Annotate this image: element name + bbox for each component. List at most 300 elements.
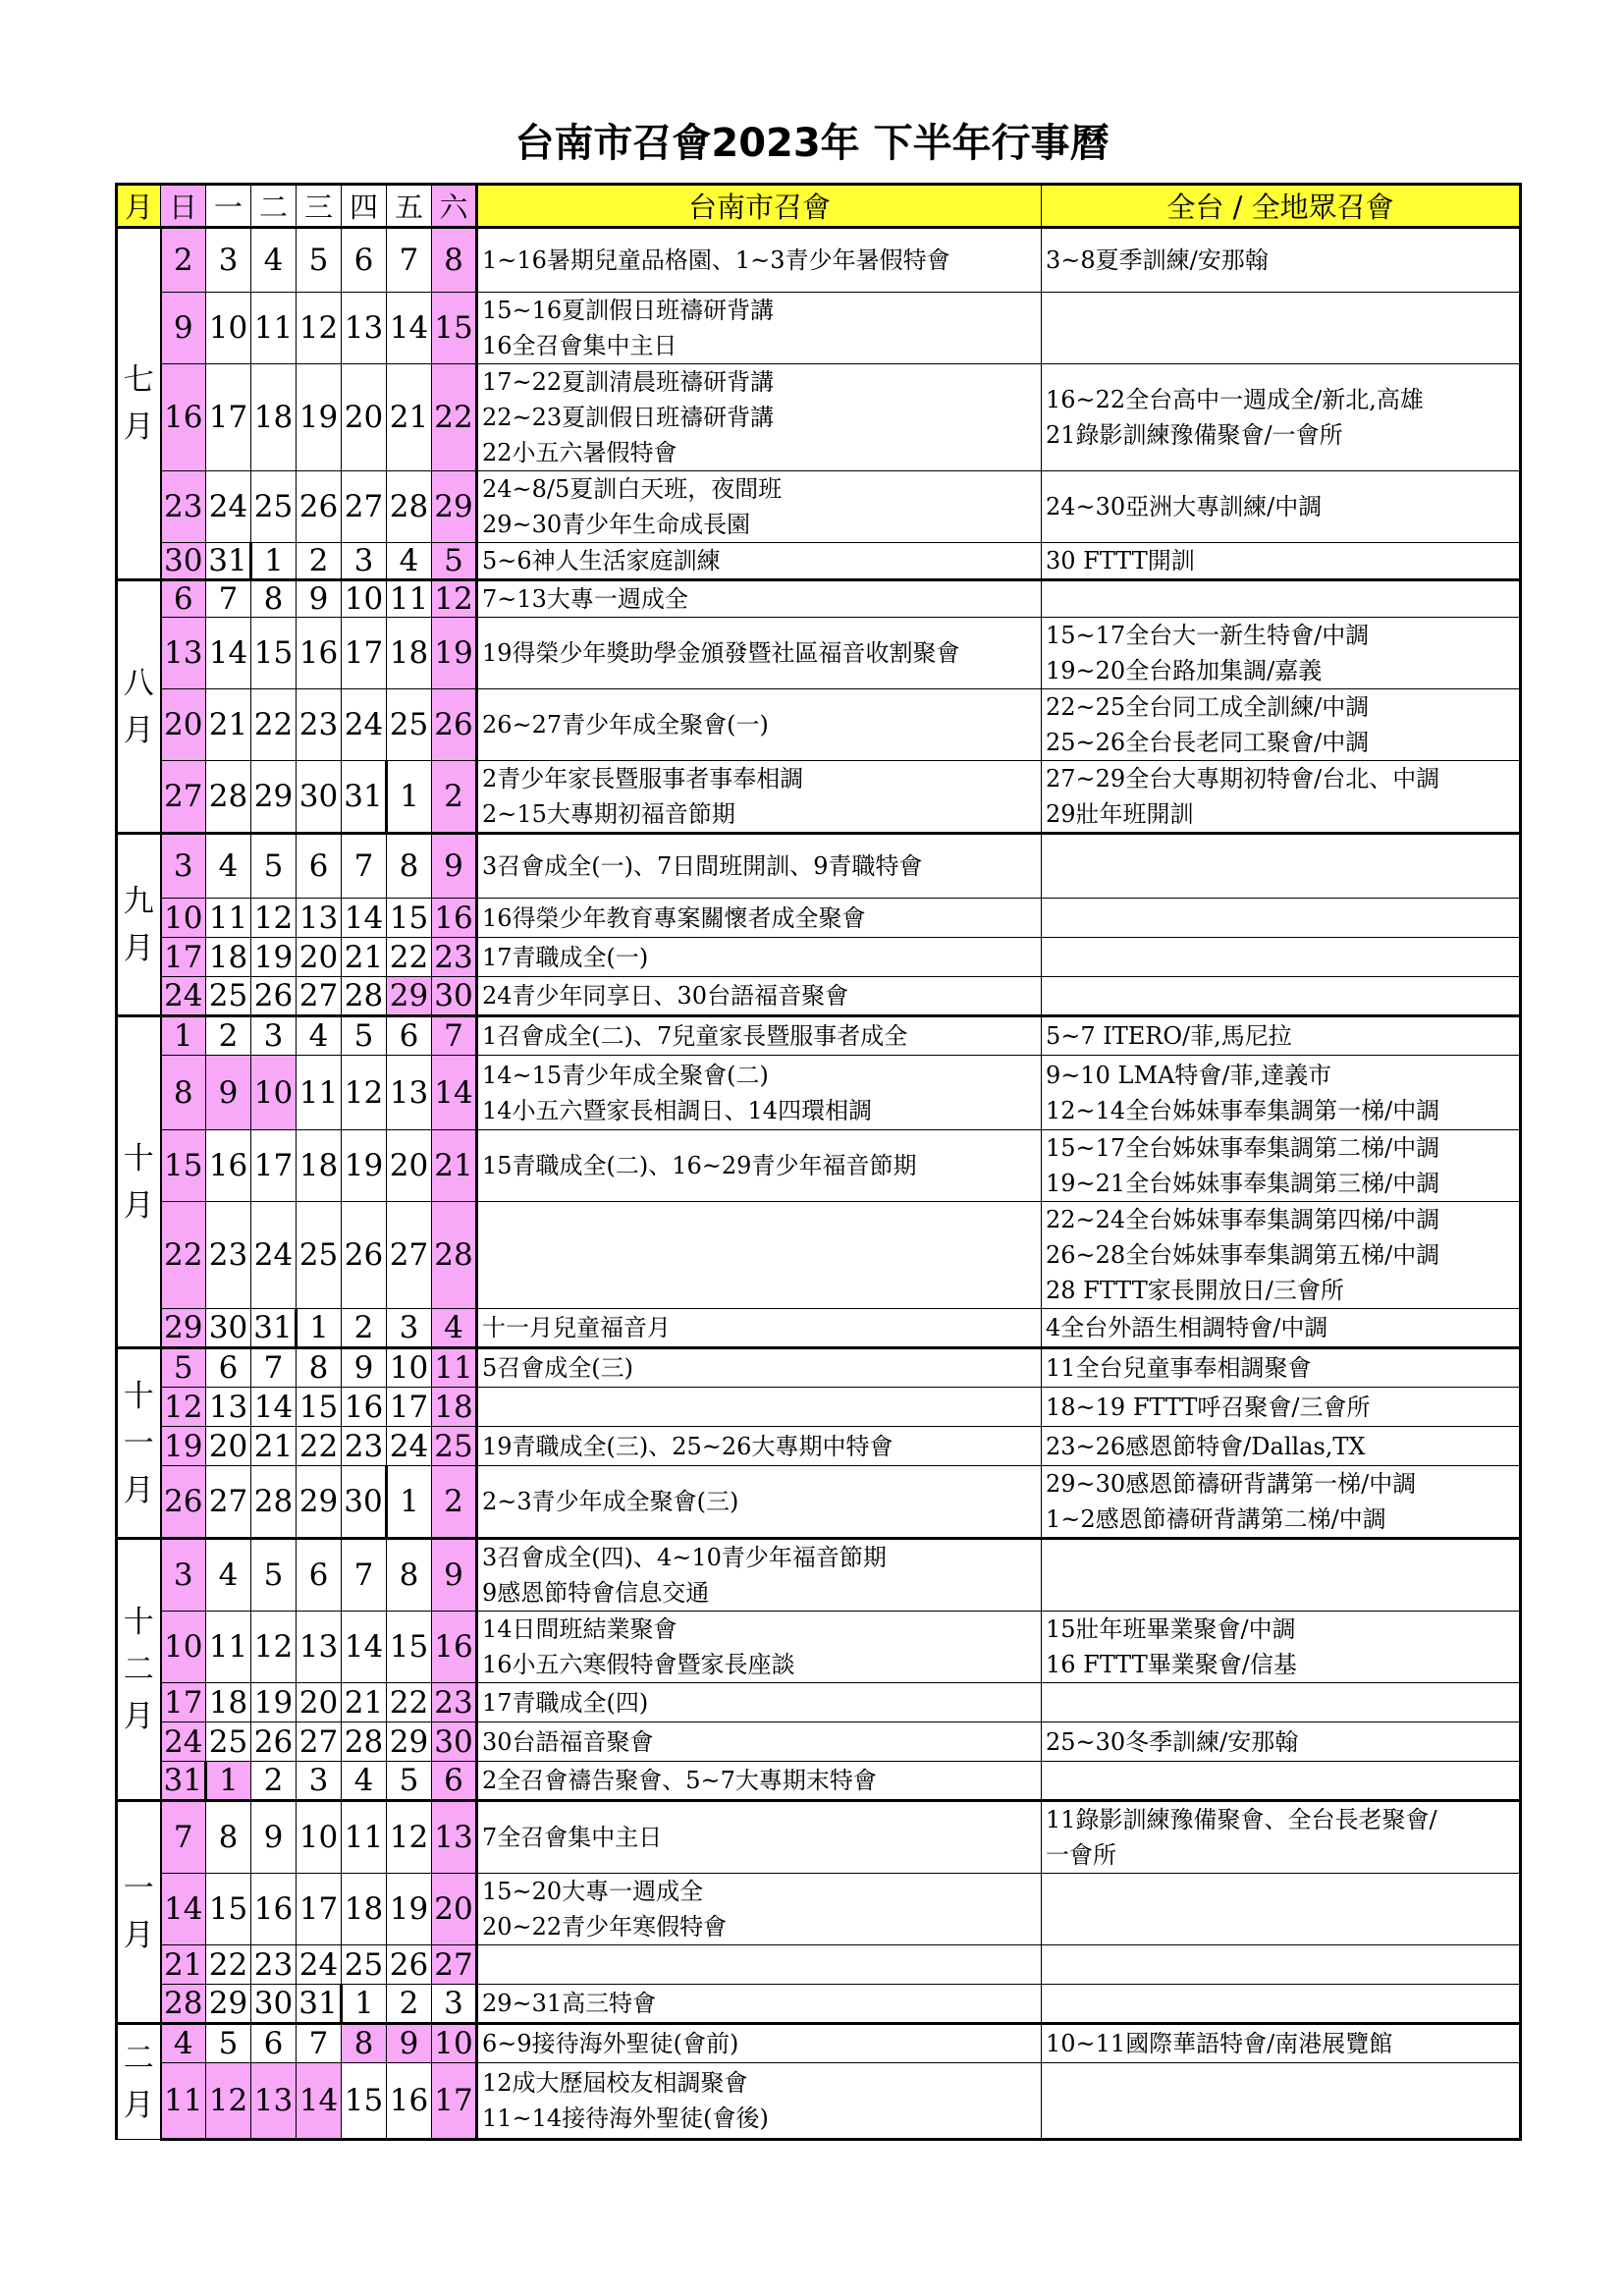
- event-line: 1~2感恩節禱研背講第二梯/中調: [1046, 1505, 1386, 1533]
- day-cell-sat: 18: [432, 1388, 477, 1427]
- national-events-cell: [1042, 543, 1521, 580]
- week-row: [117, 2024, 1521, 2063]
- calendar-body: [117, 228, 1521, 2140]
- day-cell-thu: 7: [342, 834, 387, 899]
- national-events-cell: [1042, 938, 1521, 977]
- day-cell-thu: 28: [342, 977, 387, 1016]
- header-month: 月: [117, 185, 161, 228]
- day-cell-fri: 11: [387, 580, 432, 618]
- national-events-cell: [1042, 2024, 1521, 2063]
- day-cell-fri: 28: [387, 471, 432, 543]
- day-cell-mon: 2: [206, 1016, 251, 1056]
- day-cell-wed: 23: [297, 689, 342, 761]
- day-cell-tue: 5: [251, 1539, 297, 1612]
- day-cell-wed: 6: [297, 1539, 342, 1612]
- day-cell-tue: 19: [251, 1683, 297, 1722]
- local-events-cell: [477, 543, 1042, 580]
- day-cell-fri: 19: [387, 1874, 432, 1945]
- event-line: 15~16夏訓假日班禱研背講: [482, 297, 775, 324]
- event-line: 2青少年家長暨服事者事奉相調: [482, 765, 804, 793]
- day-cell-fri: 3: [387, 1309, 432, 1348]
- event-line: 20~22青少年寒假特會: [482, 1913, 728, 1941]
- day-cell-thu: 2: [342, 1309, 387, 1348]
- local-events-cell: [477, 1466, 1042, 1539]
- day-cell-wed: 2: [297, 543, 342, 580]
- day-cell-mon: 5: [206, 2024, 251, 2063]
- day-cell-sun: 6: [161, 580, 206, 618]
- event-line: 15青職成全(二)、16~29青少年福音節期: [482, 1152, 917, 1179]
- day-cell-mon: 10: [206, 293, 251, 364]
- day-cell-sun: 23: [161, 471, 206, 543]
- day-cell-sun: 5: [161, 1348, 206, 1388]
- local-events-cell: [477, 2024, 1042, 2063]
- day-cell-sun: 1: [161, 1016, 206, 1056]
- day-cell-sat: 13: [432, 1801, 477, 1874]
- day-cell-thu: 11: [342, 1801, 387, 1874]
- day-cell-mon: 8: [206, 1801, 251, 1874]
- event-line: 29~31高三特會: [482, 1990, 657, 2017]
- event-line: 5~7 ITERO/菲,馬尼拉: [1046, 1022, 1292, 1050]
- day-cell-thu: 24: [342, 689, 387, 761]
- week-row: [117, 543, 1521, 580]
- day-cell-fri: 7: [387, 228, 432, 293]
- day-cell-wed: 27: [297, 1722, 342, 1762]
- day-cell-wed: 20: [297, 938, 342, 977]
- national-events-cell: [1042, 2063, 1521, 2140]
- day-cell-sun: 31: [161, 1762, 206, 1801]
- day-cell-tue: 15: [251, 618, 297, 689]
- day-cell-tue: 26: [251, 977, 297, 1016]
- day-cell-thu: 16: [342, 1388, 387, 1427]
- week-row: [117, 1309, 1521, 1348]
- event-line: 15壯年班畢業聚會/中調: [1046, 1615, 1296, 1643]
- day-cell-sat: 22: [432, 364, 477, 471]
- day-cell-fri: 10: [387, 1348, 432, 1388]
- day-cell-fri: 8: [387, 1539, 432, 1612]
- week-row: [117, 1612, 1521, 1683]
- day-cell-mon: 16: [206, 1130, 251, 1202]
- event-line: 2~15大專期初福音節期: [482, 800, 735, 828]
- local-events-cell: [477, 1801, 1042, 1874]
- week-row: [117, 580, 1521, 618]
- event-line: 16得榮少年教育專案關懷者成全聚會: [482, 903, 866, 932]
- day-cell-sun: 4: [161, 2024, 206, 2063]
- day-cell-wed: 13: [297, 899, 342, 938]
- day-cell-tue: 19: [251, 938, 297, 977]
- event-line: 24~8/5夏訓白天班，夜間班: [482, 475, 783, 503]
- day-cell-mon: 22: [206, 1945, 251, 1985]
- header-monday: 一: [206, 185, 251, 228]
- day-cell-fri: 27: [387, 1202, 432, 1309]
- header-local: 台南市召會: [477, 185, 1042, 228]
- day-cell-tue: 29: [251, 761, 297, 834]
- day-cell-mon: 23: [206, 1202, 251, 1309]
- national-events-cell: [1042, 761, 1521, 834]
- day-cell-tue: 3: [251, 1016, 297, 1056]
- day-cell-tue: 17: [251, 1130, 297, 1202]
- day-cell-wed: 20: [297, 1683, 342, 1722]
- local-events-cell: [477, 1683, 1042, 1722]
- day-cell-sat: 26: [432, 689, 477, 761]
- event-line: 5~6神人生活家庭訓練: [482, 547, 721, 574]
- day-cell-wed: 7: [297, 2024, 342, 2063]
- event-line: 十一月兒童福音月: [482, 1314, 671, 1341]
- national-events-cell: [1042, 899, 1521, 938]
- day-cell-thu: 10: [342, 580, 387, 618]
- week-row: [117, 834, 1521, 899]
- week-row: [117, 1427, 1521, 1466]
- day-cell-mon: 1: [206, 1762, 251, 1801]
- day-cell-sat: 2: [432, 1466, 477, 1539]
- national-events-cell: [1042, 1388, 1521, 1427]
- day-cell-tue: 18: [251, 364, 297, 471]
- day-cell-tue: 1: [251, 543, 297, 580]
- day-cell-thu: 21: [342, 938, 387, 977]
- day-cell-mon: 21: [206, 689, 251, 761]
- local-events-cell: [477, 1427, 1042, 1466]
- day-cell-tue: 31: [251, 1309, 297, 1348]
- day-cell-fri: 1: [387, 761, 432, 834]
- local-events-cell: [477, 1309, 1042, 1348]
- day-cell-sun: 27: [161, 761, 206, 834]
- day-cell-fri: 17: [387, 1388, 432, 1427]
- day-cell-tue: 25: [251, 471, 297, 543]
- event-line: 16全召會集中主日: [482, 332, 677, 359]
- day-cell-sun: 10: [161, 899, 206, 938]
- day-cell-wed: 22: [297, 1427, 342, 1466]
- day-cell-sat: 19: [432, 618, 477, 689]
- month-label: 十 二 月: [117, 1539, 161, 1801]
- event-line: 22小五六暑假特會: [482, 439, 677, 466]
- day-cell-thu: 8: [342, 2024, 387, 2063]
- local-events-cell: [477, 1539, 1042, 1612]
- day-cell-sat: 5: [432, 543, 477, 580]
- week-row: [117, 1056, 1521, 1130]
- day-cell-tue: 21: [251, 1427, 297, 1466]
- day-cell-tue: 24: [251, 1202, 297, 1309]
- day-cell-mon: 9: [206, 1056, 251, 1130]
- day-cell-thu: 27: [342, 471, 387, 543]
- day-cell-fri: 15: [387, 899, 432, 938]
- event-line: 22~23夏訓假日班禱研背講: [482, 404, 775, 431]
- day-cell-thu: 21: [342, 1683, 387, 1722]
- day-cell-tue: 4: [251, 228, 297, 293]
- day-cell-sun: 21: [161, 1945, 206, 1985]
- local-events-cell: [477, 293, 1042, 364]
- event-line: 7全召會集中主日: [482, 1824, 663, 1851]
- event-line: 24青少年同享日、30台語福音聚會: [482, 982, 849, 1010]
- day-cell-wed: 13: [297, 1612, 342, 1683]
- day-cell-sun: 9: [161, 293, 206, 364]
- week-row: [117, 618, 1521, 689]
- day-cell-fri: 16: [387, 2063, 432, 2140]
- national-events-cell: [1042, 1427, 1521, 1466]
- day-cell-mon: 4: [206, 1539, 251, 1612]
- event-line: 14日間班結業聚會: [482, 1615, 677, 1643]
- day-cell-sat: 11: [432, 1348, 477, 1388]
- national-events-cell: [1042, 1985, 1521, 2024]
- event-line: 21錄影訓練豫備聚會/一會所: [1046, 421, 1343, 449]
- week-row: [117, 1722, 1521, 1762]
- day-cell-sun: 2: [161, 228, 206, 293]
- day-cell-sun: 28: [161, 1985, 206, 2024]
- day-cell-wed: 16: [297, 618, 342, 689]
- day-cell-tue: 7: [251, 1348, 297, 1388]
- national-events-cell: [1042, 1722, 1521, 1762]
- day-cell-sun: 13: [161, 618, 206, 689]
- event-line: 9感恩節特會信息交通: [482, 1579, 710, 1607]
- national-events-cell: [1042, 1874, 1521, 1945]
- local-events-cell: [477, 1874, 1042, 1945]
- day-cell-thu: 6: [342, 228, 387, 293]
- day-cell-sat: 9: [432, 834, 477, 899]
- day-cell-sat: 27: [432, 1945, 477, 1985]
- day-cell-thu: 14: [342, 1612, 387, 1683]
- day-cell-mon: 18: [206, 938, 251, 977]
- event-line: 23~26感恩節特會/Dallas,TX: [1046, 1432, 1366, 1460]
- day-cell-mon: 11: [206, 899, 251, 938]
- national-events-cell: [1042, 1612, 1521, 1683]
- event-line: 6~9接待海外聖徒(會前): [482, 2030, 739, 2057]
- day-cell-sat: 4: [432, 1309, 477, 1348]
- event-line: 15~17全台大一新生特會/中調: [1046, 622, 1370, 649]
- day-cell-mon: 15: [206, 1874, 251, 1945]
- day-cell-sat: 28: [432, 1202, 477, 1309]
- event-line: 17青職成全(一): [482, 943, 649, 971]
- event-line: 11~14接待海外聖徒(會後): [482, 2105, 769, 2132]
- local-events-cell: [477, 1202, 1042, 1309]
- day-cell-mon: 25: [206, 1722, 251, 1762]
- local-events-cell: [477, 364, 1042, 471]
- local-events-cell: [477, 618, 1042, 689]
- day-cell-tue: 6: [251, 2024, 297, 2063]
- national-events-cell: [1042, 1762, 1521, 1801]
- event-line: 3召會成全(四)、4~10青少年福音節期: [482, 1544, 887, 1571]
- day-cell-wed: 19: [297, 364, 342, 471]
- day-cell-thu: 9: [342, 1348, 387, 1388]
- day-cell-wed: 5: [297, 228, 342, 293]
- national-events-cell: [1042, 1130, 1521, 1202]
- local-events-cell: [477, 834, 1042, 899]
- event-line: 2~3青少年成全聚會(三): [482, 1488, 739, 1515]
- national-events-cell: [1042, 1945, 1521, 1985]
- day-cell-thu: 7: [342, 1539, 387, 1612]
- event-line: 26~27青少年成全聚會(一): [482, 711, 769, 738]
- local-events-cell: [477, 1130, 1042, 1202]
- event-line: 16~22全台高中一週成全/新北,高雄: [1046, 386, 1424, 413]
- day-cell-mon: 17: [206, 364, 251, 471]
- event-line: 12~14全台姊妹事奉集調第一梯/中調: [1046, 1096, 1440, 1124]
- week-row: [117, 2063, 1521, 2140]
- day-cell-wed: 9: [297, 580, 342, 618]
- day-cell-thu: 14: [342, 899, 387, 938]
- day-cell-sun: 17: [161, 1683, 206, 1722]
- day-cell-mon: 30: [206, 1309, 251, 1348]
- week-row: [117, 1801, 1521, 1874]
- week-row: [117, 938, 1521, 977]
- event-line: 14小五六暨家長相調日、14四環相調: [482, 1096, 873, 1124]
- week-row: [117, 1985, 1521, 2024]
- event-line: 18~19 FTTT呼召聚會/三會所: [1046, 1393, 1371, 1421]
- day-cell-fri: 5: [387, 1762, 432, 1801]
- day-cell-thu: 13: [342, 293, 387, 364]
- day-cell-mon: 11: [206, 1612, 251, 1683]
- week-row: [117, 364, 1521, 471]
- page-title: 台南市召會2023年 下半年行事曆: [514, 121, 1110, 166]
- event-line: 4全台外語生相調特會/中調: [1046, 1314, 1328, 1341]
- national-events-cell: [1042, 834, 1521, 899]
- event-line: 19~20全台路加集調/嘉義: [1046, 657, 1323, 684]
- week-row: [117, 761, 1521, 834]
- day-cell-wed: 10: [297, 1801, 342, 1874]
- day-cell-tue: 2: [251, 1762, 297, 1801]
- day-cell-mon: 28: [206, 761, 251, 834]
- event-line: 2全召會禱告聚會、5~7大專期末特會: [482, 1767, 877, 1794]
- day-cell-tue: 8: [251, 580, 297, 618]
- week-row: [117, 1683, 1521, 1722]
- day-cell-fri: 14: [387, 293, 432, 364]
- day-cell-fri: 8: [387, 834, 432, 899]
- day-cell-thu: 1: [342, 1985, 387, 2024]
- day-cell-wed: 6: [297, 834, 342, 899]
- event-line: 7~13大專一週成全: [482, 585, 688, 613]
- local-events-cell: [477, 1985, 1042, 2024]
- day-cell-tue: 26: [251, 1722, 297, 1762]
- day-cell-fri: 29: [387, 977, 432, 1016]
- day-cell-tue: 9: [251, 1801, 297, 1874]
- local-events-cell: [477, 1348, 1042, 1388]
- day-cell-sun: 16: [161, 364, 206, 471]
- day-cell-fri: 20: [387, 1130, 432, 1202]
- week-row: [117, 689, 1521, 761]
- day-cell-mon: 3: [206, 228, 251, 293]
- day-cell-thu: 19: [342, 1130, 387, 1202]
- day-cell-sat: 20: [432, 1874, 477, 1945]
- day-cell-tue: 11: [251, 293, 297, 364]
- day-cell-sun: 22: [161, 1202, 206, 1309]
- event-line: 11錄影訓練豫備聚會、全台長老聚會/: [1046, 1806, 1437, 1833]
- month-label: 十 月: [117, 1016, 161, 1348]
- event-line: 26~28全台姊妹事奉集調第五梯/中調: [1046, 1241, 1440, 1269]
- local-events-cell: [477, 228, 1042, 293]
- national-events-cell: [1042, 580, 1521, 618]
- header-national: 全台 / 全地眾召會: [1042, 185, 1521, 228]
- day-cell-sun: 20: [161, 689, 206, 761]
- day-cell-wed: 15: [297, 1388, 342, 1427]
- month-label: 二 月: [117, 2024, 161, 2140]
- day-cell-tue: 12: [251, 1612, 297, 1683]
- national-events-cell: [1042, 618, 1521, 689]
- event-line: 16 FTTT畢業聚會/信基: [1046, 1651, 1297, 1678]
- day-cell-fri: 21: [387, 364, 432, 471]
- day-cell-mon: 25: [206, 977, 251, 1016]
- national-events-cell: [1042, 471, 1521, 543]
- day-cell-sat: 3: [432, 1985, 477, 2024]
- week-row: [117, 228, 1521, 293]
- national-events-cell: [1042, 689, 1521, 761]
- week-row: [117, 1466, 1521, 1539]
- national-events-cell: [1042, 1683, 1521, 1722]
- day-cell-wed: 1: [297, 1309, 342, 1348]
- event-line: 3~8夏季訓練/安那翰: [1046, 246, 1269, 274]
- day-cell-sat: 15: [432, 293, 477, 364]
- week-row: [117, 1539, 1521, 1612]
- day-cell-sat: 2: [432, 761, 477, 834]
- day-cell-sun: 8: [161, 1056, 206, 1130]
- national-events-cell: [1042, 228, 1521, 293]
- month-label: 七 月: [117, 228, 161, 580]
- day-cell-wed: 27: [297, 977, 342, 1016]
- day-cell-sat: 30: [432, 1722, 477, 1762]
- day-cell-fri: 18: [387, 618, 432, 689]
- local-events-cell: [477, 1722, 1042, 1762]
- national-events-cell: [1042, 1801, 1521, 1874]
- event-line: 22~24全台姊妹事奉集調第四梯/中調: [1046, 1206, 1440, 1233]
- national-events-cell: [1042, 1539, 1521, 1612]
- local-events-cell: [477, 977, 1042, 1016]
- local-events-cell: [477, 938, 1042, 977]
- national-events-cell: [1042, 364, 1521, 471]
- day-cell-wed: 31: [297, 1985, 342, 2024]
- event-line: 1召會成全(二)、7兒童家長暨服事者成全: [482, 1022, 908, 1050]
- event-line: 25~30冬季訓練/安那翰: [1046, 1727, 1299, 1756]
- day-cell-thu: 5: [342, 1016, 387, 1056]
- event-line: 15~20大專一週成全: [482, 1878, 704, 1905]
- day-cell-sun: 24: [161, 1722, 206, 1762]
- day-cell-wed: 12: [297, 293, 342, 364]
- day-cell-sat: 25: [432, 1427, 477, 1466]
- day-cell-fri: 6: [387, 1016, 432, 1056]
- event-line: 22~25全台同工成全訓練/中調: [1046, 693, 1370, 721]
- day-cell-sun: 15: [161, 1130, 206, 1202]
- day-cell-fri: 15: [387, 1612, 432, 1683]
- day-cell-thu: 17: [342, 618, 387, 689]
- week-row: [117, 977, 1521, 1016]
- day-cell-fri: 2: [387, 1985, 432, 2024]
- day-cell-sat: 23: [432, 938, 477, 977]
- day-cell-wed: 25: [297, 1202, 342, 1309]
- day-cell-sat: 6: [432, 1762, 477, 1801]
- day-cell-sun: 17: [161, 938, 206, 977]
- month-label: 十 一 月: [117, 1348, 161, 1539]
- event-line: 11全台兒童事奉相調聚會: [1046, 1354, 1312, 1382]
- event-line: 14~15青少年成全聚會(二): [482, 1061, 769, 1089]
- day-cell-fri: 22: [387, 938, 432, 977]
- event-line: 25~26全台長老同工聚會/中調: [1046, 729, 1370, 756]
- day-cell-sat: 17: [432, 2063, 477, 2140]
- day-cell-fri: 13: [387, 1056, 432, 1130]
- header-wednesday: 三: [297, 185, 342, 228]
- event-line: 19青職成全(三)、25~26大專期中特會: [482, 1432, 893, 1460]
- day-cell-sun: 10: [161, 1612, 206, 1683]
- day-cell-sat: 14: [432, 1056, 477, 1130]
- event-line: 5召會成全(三): [482, 1354, 633, 1382]
- day-cell-sat: 29: [432, 471, 477, 543]
- day-cell-mon: 24: [206, 471, 251, 543]
- day-cell-wed: 8: [297, 1348, 342, 1388]
- event-line: 28 FTTT家長開放日/三會所: [1046, 1277, 1344, 1304]
- day-cell-sat: 8: [432, 228, 477, 293]
- week-row: [117, 1945, 1521, 1985]
- day-cell-mon: 4: [206, 834, 251, 899]
- day-cell-tue: 13: [251, 2063, 297, 2140]
- event-line: 24~30亞洲大專訓練/中調: [1046, 493, 1323, 520]
- header-row: [117, 185, 1521, 228]
- header-saturday: 六: [432, 185, 477, 228]
- event-line: 9~10 LMA特會/菲,達義市: [1046, 1061, 1332, 1089]
- week-row: [117, 1130, 1521, 1202]
- day-cell-fri: 26: [387, 1945, 432, 1985]
